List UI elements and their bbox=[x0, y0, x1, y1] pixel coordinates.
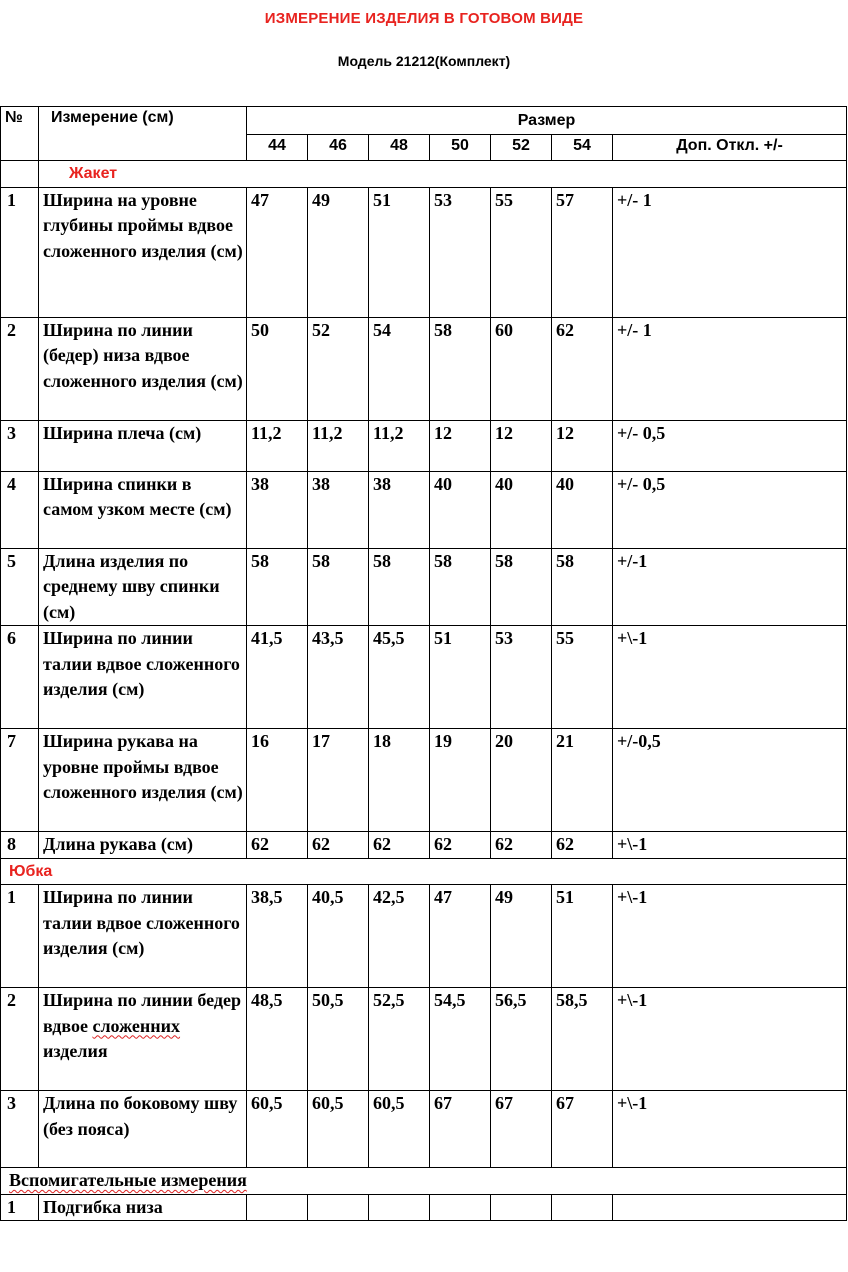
table-row bbox=[1, 729, 847, 832]
size-value: 17 bbox=[308, 729, 369, 832]
size-value bbox=[369, 1194, 430, 1221]
measurement-name-part: изделия bbox=[43, 1041, 108, 1061]
size-value: 58 bbox=[430, 317, 491, 420]
tolerance-value bbox=[613, 1194, 847, 1221]
header-size: 44 bbox=[247, 135, 308, 161]
size-value: 43,5 bbox=[308, 626, 369, 729]
measurement-name bbox=[39, 988, 247, 1091]
size-value: 48,5 bbox=[247, 988, 308, 1091]
header-size: 48 bbox=[369, 135, 430, 161]
size-value: 52,5 bbox=[369, 988, 430, 1091]
measurements-table bbox=[0, 106, 847, 1221]
size-value: 58,5 bbox=[552, 988, 613, 1091]
size-value: 62 bbox=[247, 832, 308, 859]
size-value: 45,5 bbox=[369, 626, 430, 729]
size-value: 49 bbox=[491, 885, 552, 988]
measurement-name: Длина изделия по среднему шву спинки (см) bbox=[39, 548, 247, 626]
measurement-name: Ширина рукава на уровне проймы вдвое сложенного изделия (см) bbox=[39, 729, 247, 832]
size-value: 40 bbox=[552, 471, 613, 548]
size-value: 57 bbox=[552, 187, 613, 317]
header-no: № bbox=[1, 107, 39, 161]
table-row bbox=[1, 471, 847, 548]
size-value: 67 bbox=[491, 1091, 552, 1168]
section-title-skirt: Юбка bbox=[1, 858, 847, 885]
tolerance-value: +/-1 bbox=[613, 548, 847, 626]
size-value: 40 bbox=[430, 471, 491, 548]
table-row bbox=[1, 885, 847, 988]
size-value: 40 bbox=[491, 471, 552, 548]
measurement-name: Подгибка низа bbox=[39, 1194, 247, 1221]
header-tolerance: Доп. Откл. +/- bbox=[613, 135, 847, 161]
size-value: 20 bbox=[491, 729, 552, 832]
size-value: 16 bbox=[247, 729, 308, 832]
tolerance-value: +\-1 bbox=[613, 988, 847, 1091]
page-title: ИЗМЕРЕНИЕ ИЗДЕЛИЯ В ГОТОВОМ ВИДЕ bbox=[264, 10, 584, 27]
size-value: 53 bbox=[491, 626, 552, 729]
size-value: 47 bbox=[430, 885, 491, 988]
row-number: 5 bbox=[1, 548, 39, 626]
tolerance-value: +/- 1 bbox=[613, 317, 847, 420]
size-value: 62 bbox=[552, 317, 613, 420]
header-size-group: Размер bbox=[247, 107, 847, 135]
table-row bbox=[1, 317, 847, 420]
row-number: 3 bbox=[1, 420, 39, 471]
size-value: 58 bbox=[430, 548, 491, 626]
table-row bbox=[1, 988, 847, 1091]
size-value: 60,5 bbox=[369, 1091, 430, 1168]
header-size: 50 bbox=[430, 135, 491, 161]
size-value: 50 bbox=[247, 317, 308, 420]
row-number: 6 bbox=[1, 626, 39, 729]
table-row bbox=[1, 420, 847, 471]
row-number: 7 bbox=[1, 729, 39, 832]
size-value: 67 bbox=[430, 1091, 491, 1168]
measurement-name: Длина по боковому шву (без пояса) bbox=[39, 1091, 247, 1168]
size-value: 12 bbox=[491, 420, 552, 471]
row-number: 1 bbox=[1, 187, 39, 317]
size-value bbox=[552, 1194, 613, 1221]
row-number: 4 bbox=[1, 471, 39, 548]
size-value: 11,2 bbox=[247, 420, 308, 471]
tolerance-value: +\-1 bbox=[613, 885, 847, 988]
row-number: 1 bbox=[1, 1194, 39, 1221]
size-value bbox=[308, 1194, 369, 1221]
table-row bbox=[1, 187, 847, 317]
tolerance-value: +\-1 bbox=[613, 626, 847, 729]
size-value: 49 bbox=[308, 187, 369, 317]
size-value: 60 bbox=[491, 317, 552, 420]
row-number: 3 bbox=[1, 1091, 39, 1168]
table-row bbox=[1, 626, 847, 729]
header-size: 52 bbox=[491, 135, 552, 161]
size-value: 47 bbox=[247, 187, 308, 317]
table-row bbox=[1, 1091, 847, 1168]
size-value: 51 bbox=[369, 187, 430, 317]
tolerance-value: +/- 0,5 bbox=[613, 471, 847, 548]
size-value: 42,5 bbox=[369, 885, 430, 988]
size-value: 41,5 bbox=[247, 626, 308, 729]
tolerance-value: +/- 1 bbox=[613, 187, 847, 317]
header-size: 54 bbox=[552, 135, 613, 161]
skirt-rows bbox=[1, 885, 847, 1168]
size-value: 58 bbox=[552, 548, 613, 626]
measurement-name: Ширина по линии (бедер) низа вдвое сложенного изделия (см) bbox=[39, 317, 247, 420]
size-value: 38 bbox=[369, 471, 430, 548]
size-value: 12 bbox=[430, 420, 491, 471]
auxiliary-rows bbox=[1, 1194, 847, 1221]
size-value: 58 bbox=[369, 548, 430, 626]
size-value: 21 bbox=[552, 729, 613, 832]
section-title-auxiliary bbox=[1, 1168, 847, 1195]
size-value: 58 bbox=[491, 548, 552, 626]
size-value: 55 bbox=[491, 187, 552, 317]
size-value: 60,5 bbox=[247, 1091, 308, 1168]
row-number: 1 bbox=[1, 885, 39, 988]
tolerance-value: +/-0,5 bbox=[613, 729, 847, 832]
size-value: 18 bbox=[369, 729, 430, 832]
size-value: 38,5 bbox=[247, 885, 308, 988]
row-number: 8 bbox=[1, 832, 39, 859]
size-value: 40,5 bbox=[308, 885, 369, 988]
row-number: 2 bbox=[1, 988, 39, 1091]
size-value: 58 bbox=[247, 548, 308, 626]
size-value: 50,5 bbox=[308, 988, 369, 1091]
size-value: 51 bbox=[430, 626, 491, 729]
model-subtitle: Модель 21212(Комплект) bbox=[337, 53, 511, 69]
tolerance-value: +\-1 bbox=[613, 832, 847, 859]
measurement-name: Длина рукава (см) bbox=[39, 832, 247, 859]
size-value: 11,2 bbox=[308, 420, 369, 471]
row-number: 2 bbox=[1, 317, 39, 420]
size-value bbox=[247, 1194, 308, 1221]
size-value bbox=[430, 1194, 491, 1221]
size-value: 38 bbox=[308, 471, 369, 548]
jacket-rows bbox=[1, 187, 847, 858]
section-title-auxiliary-text: Вспомигательные измерения bbox=[9, 1170, 247, 1190]
measurement-name: Ширина на уровне глубины проймы вдвое сложенного изделия (см) bbox=[39, 187, 247, 317]
section-spacer bbox=[1, 161, 39, 188]
tolerance-value: +\-1 bbox=[613, 1091, 847, 1168]
size-value bbox=[491, 1194, 552, 1221]
size-value: 62 bbox=[491, 832, 552, 859]
size-value: 11,2 bbox=[369, 420, 430, 471]
measurement-name: Ширина по линии талии вдвое сложенного изделия (см) bbox=[39, 626, 247, 729]
size-value: 67 bbox=[552, 1091, 613, 1168]
size-value: 62 bbox=[308, 832, 369, 859]
size-value: 51 bbox=[552, 885, 613, 988]
size-value: 62 bbox=[430, 832, 491, 859]
size-value: 54 bbox=[369, 317, 430, 420]
measurement-name: Ширина по линии талии вдвое сложенного изделия (см) bbox=[39, 885, 247, 988]
size-value: 62 bbox=[552, 832, 613, 859]
size-value: 62 bbox=[369, 832, 430, 859]
size-value: 53 bbox=[430, 187, 491, 317]
measurement-name: Ширина плеча (см) bbox=[39, 420, 247, 471]
size-value: 52 bbox=[308, 317, 369, 420]
table-row bbox=[1, 548, 847, 626]
size-value: 55 bbox=[552, 626, 613, 729]
header-measure: Измерение (см) bbox=[39, 107, 247, 161]
measurement-name-part: Ширина по линии бедер вдвое bbox=[43, 990, 241, 1036]
section-title-jacket: Жакет bbox=[39, 161, 847, 188]
table-row bbox=[1, 1194, 847, 1221]
size-value: 58 bbox=[308, 548, 369, 626]
measurement-name-part: сложенних bbox=[92, 1015, 181, 1036]
size-value: 12 bbox=[552, 420, 613, 471]
size-value: 60,5 bbox=[308, 1091, 369, 1168]
measurement-name: Ширина спинки в самом узком месте (см) bbox=[39, 471, 247, 548]
table-row bbox=[1, 832, 847, 859]
tolerance-value: +/- 0,5 bbox=[613, 420, 847, 471]
size-value: 19 bbox=[430, 729, 491, 832]
size-value: 56,5 bbox=[491, 988, 552, 1091]
size-value: 54,5 bbox=[430, 988, 491, 1091]
header-size: 46 bbox=[308, 135, 369, 161]
size-value: 38 bbox=[247, 471, 308, 548]
